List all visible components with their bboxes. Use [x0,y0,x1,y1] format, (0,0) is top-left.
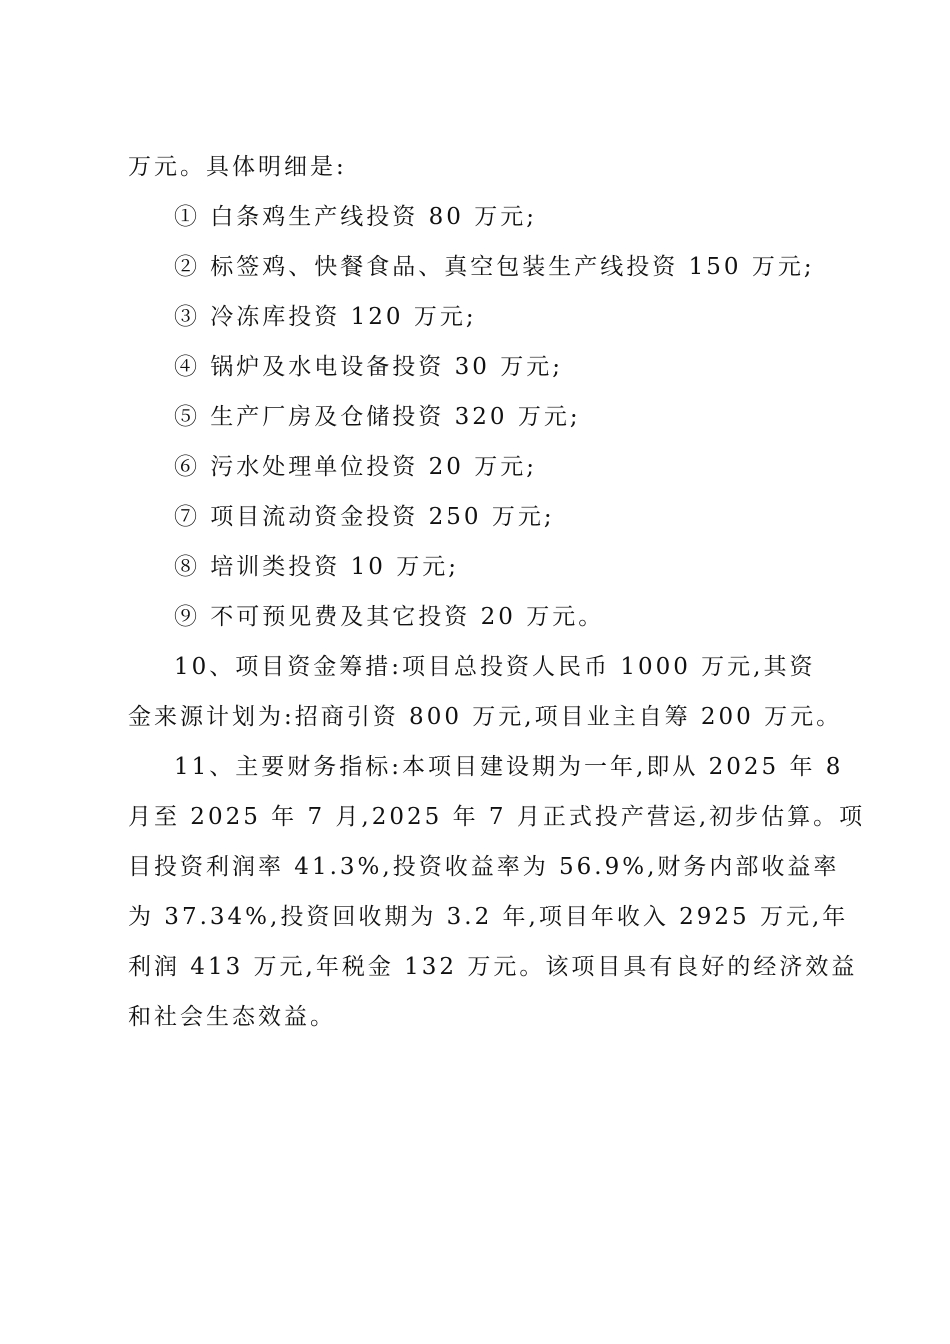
section10-line-1: 10、项目资金筹措:项目总投资人民币 1000 万元,其资 [174,654,816,680]
list-item-9: ⑨ 不可预见费及其它投资 20 万元。 [174,604,605,630]
list-item-3: ③ 冷冻库投资 120 万元; [174,304,477,330]
list-item-7: ⑦ 项目流动资金投资 250 万元; [174,504,555,530]
section11-line-5: 利润 413 万元,年税金 132 万元。该项目具有良好的经济效益 [128,954,858,980]
list-item-1: ① 白条鸡生产线投资 80 万元; [174,204,537,230]
section11-line-6: 和社会生态效益。 [128,1004,336,1030]
list-item-6: ⑥ 污水处理单位投资 20 万元; [174,454,537,480]
section11-line-1: 11、主要财务指标:本项目建设期为一年,即从 2025 年 8 [174,754,844,780]
list-item-8: ⑧ 培训类投资 10 万元; [174,554,459,580]
list-item-5: ⑤ 生产厂房及仓储投资 320 万元; [174,404,581,430]
section10-line-2: 金来源计划为:招商引资 800 万元,项目业主自筹 200 万元。 [128,704,843,730]
section11-line-3: 目投资利润率 41.3%,投资收益率为 56.9%,财务内部收益率 [128,854,840,880]
list-item-2: ② 标签鸡、快餐食品、真空包装生产线投资 150 万元; [174,254,815,280]
section11-line-2: 月至 2025 年 7 月,2025 年 7 月正式投产营运,初步估算。项 [128,804,866,830]
intro-line: 万元。具体明细是: [128,154,347,180]
list-item-4: ④ 锅炉及水电设备投资 30 万元; [174,354,563,380]
section11-line-4: 为 37.34%,投资回收期为 3.2 年,项目年收入 2925 万元,年 [128,904,849,930]
